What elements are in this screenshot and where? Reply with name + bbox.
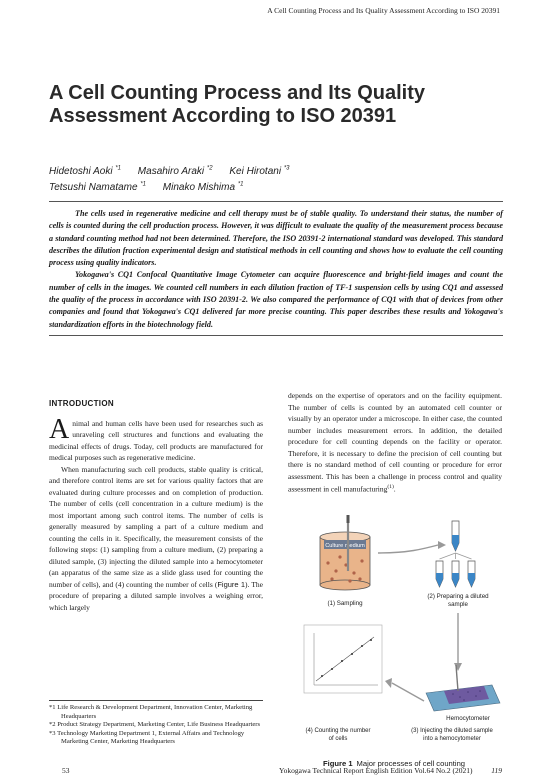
author: Kei Hirotani $^{*3}$ (229, 166, 290, 178)
hemocytometer-label: Hemocytometer (446, 715, 490, 722)
intro-paragraph-continued: depends on the expertise of operators and on the facility equipment. The number of cells is counted by an automated cell counter or visually by an operator under a microscope. In either case, the counted number includes measurement errors. In addition, the detailed procedure for cell counting depends on the facility or operator. Therefore, it is necessary to define the precision of cell counting but there is no standard method of cell counting or procedure for error assessment. This has been a challenge in process control and quality assessment in cell manufacturing$^{(1)}$. (288, 391, 502, 494)
page-number-right: 119 (491, 766, 502, 775)
footnotes (49, 700, 263, 747)
step-3-label-line-2: into a hemocytometer (423, 736, 481, 742)
step-1-label: (1) Sampling (327, 600, 363, 607)
culture-vessel (320, 515, 370, 590)
abstract (49, 201, 503, 336)
author-line-1 (49, 163, 489, 178)
abstract-paragraph: Yokogawa's CQ1 Confocal Quantitative Image Cytometer can acquire fluorescence and bright-field images and count the number of cells in the images. We counted cell numbers in each dilution fraction of TF-1 suspension cells by using CQ1 and assessed the quality of the process in accordance with ISO 20391-2. We also compared the performance of CQ1 with that of devices from other companies and found that Yokogawa's CQ1 delivered far more precise counting. This paper describes these results and Yokogawa's standardization efforts in the biotechnology field. (49, 270, 503, 329)
author: Masahiro Araki $^{*2}$ (137, 166, 213, 178)
drop-cap: A (49, 413, 70, 445)
author: Hidetoshi Aoki $^{*1}$ (49, 166, 122, 178)
figure-1-diagram (288, 513, 504, 753)
step-4-label-line-1: (4) Counting the number (305, 728, 371, 734)
footnote: *1 Life Research & Development Department, Innovation Center, Marketing Headquarters (49, 704, 253, 720)
author: Minako Mishima $^{*1}$ (162, 181, 244, 193)
hemocytometer (426, 665, 500, 711)
flow-arrow (378, 545, 438, 553)
step-2-label-line-2: sample (448, 601, 468, 608)
abstract-paragraph: The cells used in regenerative medicine and cell therapy must be of stable quality. To understand their status, the number of cells is counted during the cell production process. However, it was difficult to evaluate the quality of the measurement process because a standard counting method had not been determined. Therefore, the ISO 20391-2 international standard was developed. This standard describes the dilution fraction experimental design and statistical methods in cell counting and shows how to evaluate the cell counting process using quality indicators. (49, 209, 503, 268)
paper-title: A Cell Counting Process and Its Quality Assessment According to ISO 20391 (49, 82, 425, 127)
footnote: *3 Technology Marketing Department 1, External Affairs and Technology Marketing Center, Marketing Headquarters (49, 729, 245, 746)
journal-name: Yokogawa Technical Report English Edition Vol.64 No.2 (2021) (279, 766, 473, 775)
counting-result-chart (304, 625, 382, 693)
section-heading: INTRODUCTION (49, 399, 114, 408)
figure-reference: Figure 1 (217, 579, 246, 589)
intro-paragraph-1: Animal and human cells have been used for researches such as unraveling cell structures and functions and evaluating the medicinal effects of drugs. Today, cell products are manufactured for medical purposes such as regenerative medicine. (49, 413, 263, 462)
culture-medium-label: Culture medium (325, 543, 365, 549)
author-list (49, 163, 489, 194)
left-column (49, 398, 263, 613)
step-3-label-line-1: (3) Injecting the diluted sample (411, 728, 493, 734)
intro-paragraph-2: When manufacturing such cell products, stable quality is critical, and therefore control items are set for various quality factors that are evaluated during culture processes and on completion of production. The number of cells (cell concentration in a culture medium) is the most important among such control items. The number of cells is generally measured by sampling a part of a culture medium and counting the cells in it. Specifically, the measurement consists of the following steps: (1) sampling from a culture medium, (2) preparing a diluted sample, (3) injecting the diluted sample into a hemocytometer (an apparatus of the same size as a slide glass used for counting the number of cells), and (4) counting the number of cells (Figure 1). The procedure of preparing a diluted sample involves a weighing error, which largely (49, 464, 264, 612)
right-column (288, 390, 502, 495)
step-2-label-line-1: (2) Preparing a diluted (427, 593, 489, 600)
figure-caption-text: Major processes of cell counting (356, 759, 466, 768)
page-number-left: 53 (62, 766, 70, 775)
figure-label: Figure 1 (323, 759, 353, 768)
author-line-2 (49, 178, 489, 193)
dilution-tubes (436, 521, 475, 587)
running-head: A Cell Counting Process and Its Quality Assessment According to ISO 20391 (267, 6, 500, 15)
step-4-label-line-2: of cells (328, 736, 348, 742)
author: Tetsushi Namatame $^{*1}$ (49, 181, 147, 193)
footnote: *2 Product Strategy Department, Marketing Center, Life Business Headquarters (49, 721, 261, 729)
citation: (1) (387, 484, 394, 490)
